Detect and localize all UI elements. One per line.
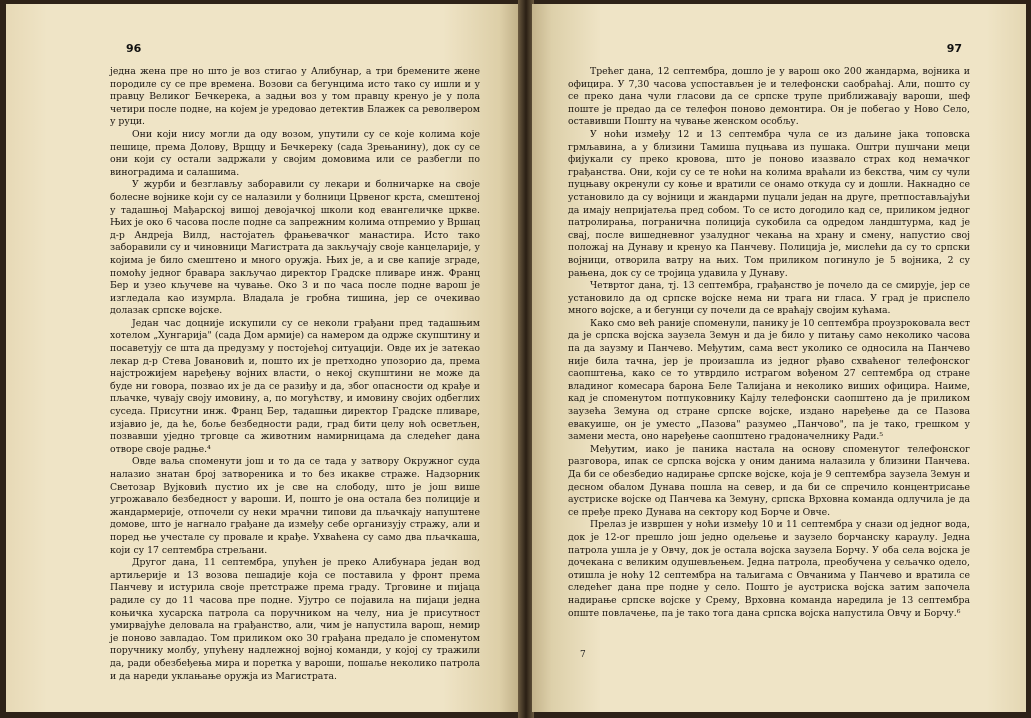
paragraph: Четвртог дана, тј. 13 септембра, грађанство је почело да се смирује, јер се установило да од српске војске нема ни трага ни гласа. У град је приспело много војске, а и бегунци су почели да се враћају својим кућама.: [568, 280, 970, 317]
paragraph: једна жена пре но што је воз стигао у Алибунар, а три бремените жене породиле су се пре времена. Возови са бегунцима исто тако су ишли и у правцу Великог Бечкерека, а задњи воз у том правцу кренуо је у пола четири после подне, на којем је уредовао детектив Блажек са револвером у руци.: [110, 66, 480, 128]
left-page-text: [110, 66, 480, 683]
page-number-right: 97: [946, 42, 962, 55]
right-page: [532, 4, 1026, 712]
paragraph: Трећег дана, 12 септембра, дошло је у варош око 200 жандарма, војника и официра. У 7,30 часова успостављен је и телефонски саобраћај. Али, пошто су се преко дана чули гласови да се српске трупе приближавају вароши, шеф поште је предао да се телефон поново демонтира. Он је побегао у Ново Село, оставивши Пошту на чување женском особљу.: [568, 66, 970, 128]
right-page-text: [568, 66, 970, 620]
paragraph: У журби и безглављу заборавили су лекари и болничарке на своје болесне војнике који су се налазили у болници Црвеног крста, смештеној у тадашњој Мађарској вишој девојачкој школи код евангеличке цркве. Њих је око 6 часова после подне са запрежним колима отпремио у Вршац д-р Андреја Вилд, настојатељ фрањевачког манастира. Исто тако заборавили су и чиновници Магистрата да закључају своје канцеларије, у којима је било смештено и много оружја. Њих је, а и све капије зграде, помоћу једног бравара закључао директор Градске пливаре инж. Франц Бер и узео кључеве на чување. Око 3 и по часа после подне варош је изгледала као изумрла. Владала је гробна тишина, јер се очекивао долазак српске војске.: [110, 179, 480, 317]
paragraph: Међутим, иако је паника настала на основу споменутог телефонског разговора, ипак се српска војска у оним данима налазила у близини Панчева. Да би се обезбедио надирање српске војске, која је 9 септембра заузела Земун и десном обалом Дунава пошла на север, и да би се спречило концентрисање аустриске војске од Панчева ка Земуну, српска Врховна команда одлучила је да се пређе преко Дунава на сектору код Борче и Овче.: [568, 443, 970, 518]
paragraph: Прелаз је извршен у ноћи између 10 и 11 септембра у снази од једног вода, док је 12-ог прешло још једно одељење и заузело борчанску караулу. Једна патрола ушла је у Овчу, док је остала војска заузела Борчу. У оба села војска је дочекана с великим одушевљењем. Једна патрола, преобучена у сељачко одело, отишла је ноћу 12 септембра на таљигама с Овчанима у Панчево и вратила се следећег дана пре подне у село. Пошто је аустриска војска затим започела надирање српске војске у Срему, Врховна команда наредила је 13 септембра опште повлачење, па је тако тога дана српска војска напустила Овчу и Борчу.⁶: [568, 519, 970, 619]
paragraph: Они који нису могли да оду возом, упутили су се које колима које пешице, према Долову, Врщцу и Бечкереку (сада Зрењанину), док су се они који су остали задржали у својим домовима или се разбегли по виноградима и салашима.: [110, 128, 480, 178]
paragraph: Како смо већ раније споменули, панику је 10 септембра проузроковала вест да је српска војска заузела Земун и да је било у питању само неколико часова па да заузму и Панчево. Међутим, сама вест уколико се односила на Панчево није била тачна, јер је произашла из једног рђаво схваћеног телефонског саопштења, како се то утврдило истрагом вођеном 27 септембра од стране владиног комесара барона Беле Талијана и неколико виших официра. Наиме, кад је споменутом потпуковнику Кајлу телефонски саопштено да је приликом заузећа Земуна од стране српске војске, издано наређење да се Пазова евакуише, он је уместо „Пазова" разумео „Панчово", па је тако, грешком у замени места, оно наређење саопштено градоначелнику Ради.⁵: [568, 317, 970, 443]
paragraph: Један час доцније искупили су се неколи грађани пред тадашњим хотелом „Хунгарија" (сада Дом армије) са намером да одрже скупштину и посаветују се шта да предузму у постојећој ситуацији. Овде их је затекао лекар д-р Стева Јовановић и, пошто их је претходно упозорио да, према најстрожијем наређењу војних власти, о некој скупштини не може да буде ни говора, позвао их је да се разиђу и да, због опасности од крађе и пљачке, чувају своју имовину, а, по могућству, и имовину својих одбеглих суседа. Присутни инж. Франц Бер, тадашњи директор Градске пливаре, изјавио је, да ће, боље безбедности ради, град бити целу ноћ осветљен, позвавши уједно трговце са животним намирницама да следећег дана отворе своје радње.⁴: [110, 317, 480, 455]
page-number-left: 96: [126, 42, 142, 55]
signature-mark: 7: [580, 650, 586, 660]
left-page: [6, 4, 520, 712]
paragraph: Овде ваља споменути још и то да се тада у затвору Окружног суда налазио знатан број затвореника и то без икакве страже. Надзорник Светозар Вујковић пустио их је све на слободу, што је још више угрожавало безбедност у вароши. И, пошто је она остала без полиције и жандармерије, отпочели су неки мрачни типови да пљачкају напуштене домове, што је нагнало грађане да између себе организују стражу, али и поред ње учестале су провале и крађе. Ухваћена су само два пљачкаша, који су 17 септембра стрељани.: [110, 456, 480, 556]
paragraph: Другог дана, 11 септембра, упућен је преко Алибунара један вод артиљерије и 13 возова пешадије која се поставила у фронт према Панчеву и истурила своје претстраже према граду. Трговине и пијаца радиле су до 11 часова пре подне. Ујутро се појавила на пијаци једна коњичка хусарска патрола са поручником на челу, ниа је присутност умирвајуће деловала на грађанство, али, чим је напустила варош, немир је поново завладао. Том приликом око 30 грађана предало је споменутом поручнику молбу, упућену надлежној војној команди, у којој су тражили да, ради обезбеђења мира и поретка у вароши, пошаље неколико патрола и да нареди уклањање оружја из Магистрата.: [110, 557, 480, 682]
paragraph: У ноћи између 12 и 13 септембра чула се из даљине јака топовска грмљавина, а у близини Тамиша пуцњава из пушака. Оштри пушчани меци фијукали су преко кровова, што је поново изазвало страх код немачког грађанства. Они, који су се те ноћи на колима враћали из бекства, чим су чули пуцњаву окренули су коње и вратили се онамо откуда су и дошли. Накнадно се установило да су војници и жандарми пуцали један на друге, претпостављајући да имају непријатеља пред собом. То се исто догодило кад се, приликом једног патролирања, погранична полиција сукобила са одредом ландштурма, кад је свај, после вишедневног узалудног чекања на храну и смену, напустио свој положај на Дунаву и кренуо ка Панчеву. Полиција је, мислећи да су то српски војници, отворила ватру на њих. Том приликом погинуло је 5 војника, 2 су рањена, док су се тројица удавила у Дунаву.: [568, 128, 970, 279]
